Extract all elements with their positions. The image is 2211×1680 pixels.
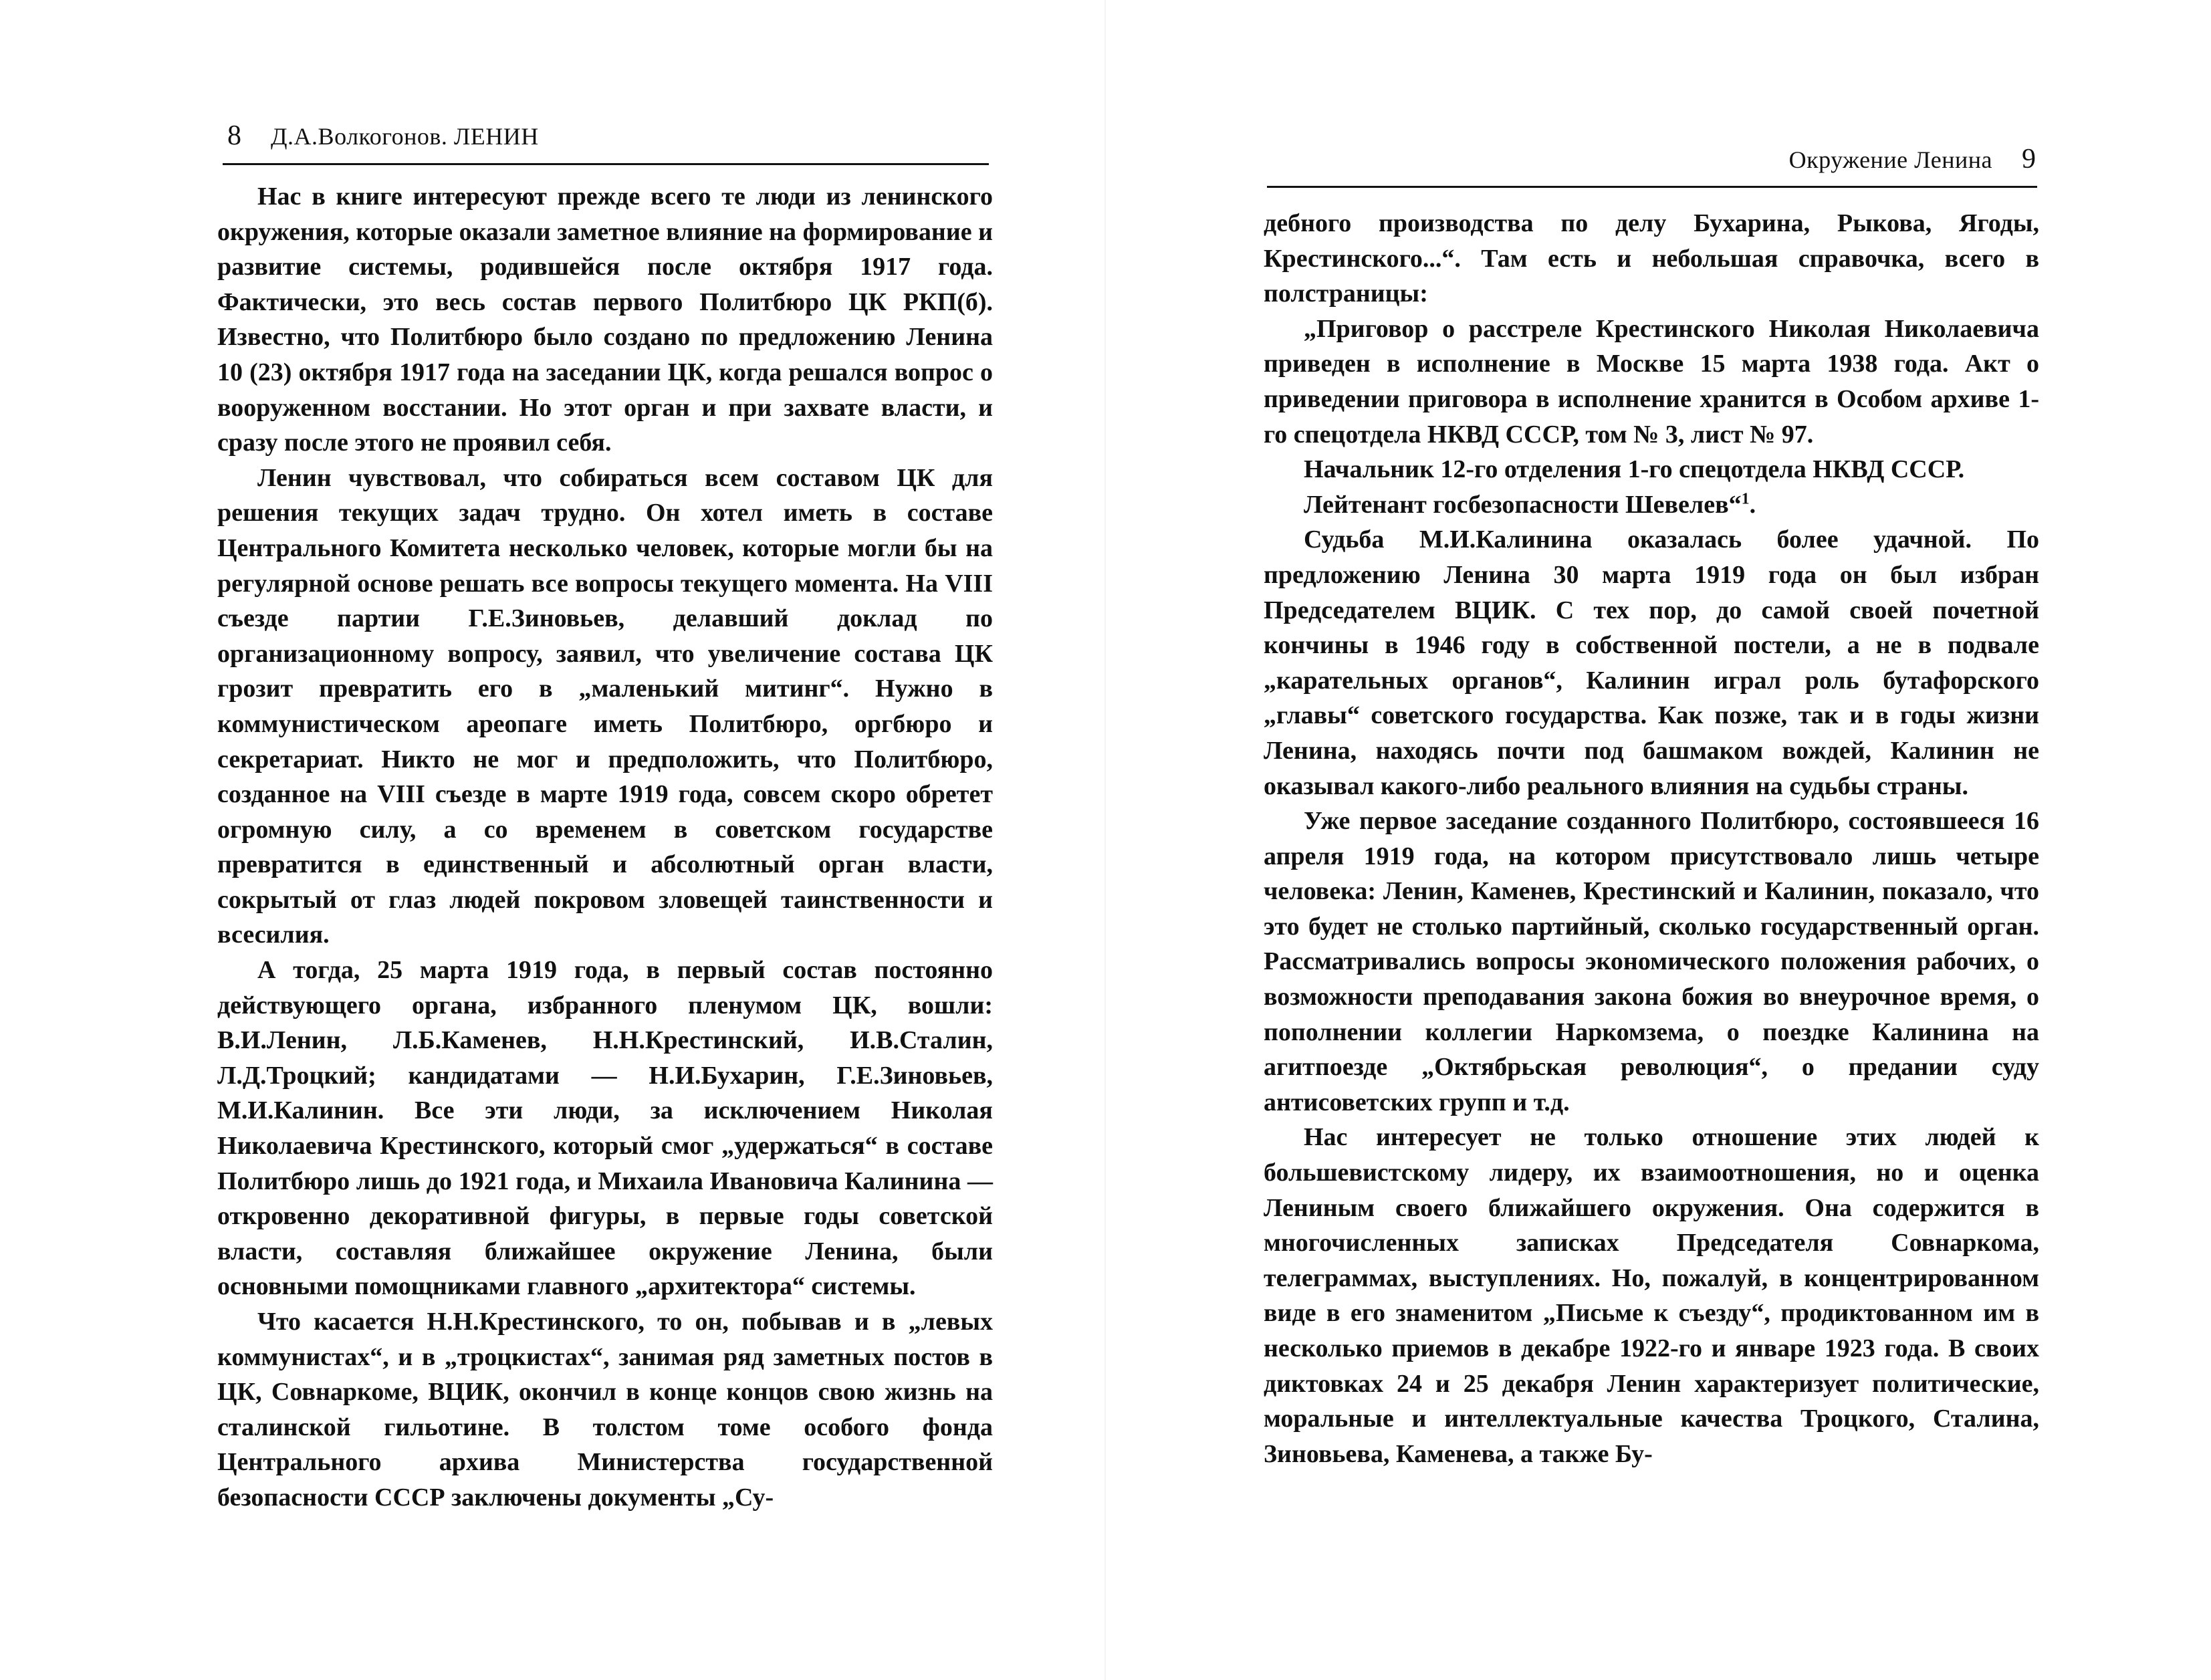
right-paragraph-assessment: Нас интересует не только отношение этих людей к большевистскому лидеру, их взаимоотношения, но и оценка Лениным своего ближайшего окружения. Она содержится в многочисленных записках Председателя Совнаркома, телеграммах, выступлениях. Но, пожалуй, в концентрированном виде в его знаменитом „Письме к съезду“, продиктованном им в несколько приемов в декабре 1922-го и январе 1923 года. В своих диктовках 24 и 25 декабря Ленин характеризует политические, моральные и интеллектуальные качества Троцкого, Сталина, Зиновьева, Каменева, а также Бу- bbox=[1264, 1123, 2039, 1468]
left-paragraph-2: Ленин чувствовал, что собираться всем составом ЦК для решения текущих задач трудно. Он хотел иметь в составе Центрального Комитета несколько человек, которые могли бы на регулярной основе решать все вопросы текущего момента. На VIII съезде партии Г.Е.Зиновьев, делавший доклад по организационному вопросу, заявил, что увеличение состава ЦК грозит превратить его в „маленький митинг“. Нужно в коммунистическом ареопаге иметь Политбюро, оргбюро и секретариат. Никто не мог и предположить, что Политбюро, созданное на VIII съезде в марте 1919 года, совсем скоро обретет огромную силу, а со временем в советском государстве превратится в единственный и абсолютный орган власти, сокрытый от глаз людей покровом зловещей таинственности и всесилия. bbox=[217, 463, 993, 949]
left-paragraph-4: Что касается Н.Н.Крестинского, то он, побывав и в „левых коммунистах“, и в „троцкистах“, занимая ряд заметных постов в ЦК, Совнаркоме, ВЦИК, окончил в конце концов свою жизнь на сталинской гильотине. В толстом томе особого фонда Центрального архива Министерства государственной безопасности СССР заключены документы „Су- bbox=[217, 1308, 993, 1512]
left-running-title: Д.А.Волкогонов. ЛЕНИН bbox=[271, 123, 539, 150]
right-quote-signature-name: Лейтенант госбезопасности Шевелев“$^1$. bbox=[1304, 490, 1756, 519]
right-quote-sentence: „Приговор о расстреле Крестинского Николая Николаевича приведен в исполнение в Москве 15 марта 1938 года. Акт о приведении приговора в исполнение хранится в Особом архиве 1-го спецотдела НКВД СССР, том № 3, лист № 97. bbox=[1264, 314, 2039, 449]
left-page-number: 8 bbox=[227, 120, 241, 151]
left-header-rule bbox=[223, 163, 989, 165]
left-running-head bbox=[227, 115, 539, 156]
right-quote-signature-text: Лейтенант госбезопасности Шевелев“ bbox=[1304, 490, 1742, 519]
footnote-reference: 1 bbox=[1741, 490, 1750, 508]
right-header-rule bbox=[1267, 186, 2037, 188]
left-paragraph-3: А тогда, 25 марта 1919 года, в первый состав постоянно действующего органа, избранного пленумом ЦК, вошли: В.И.Ленин, Л.Б.Каменев, Н.Н.Крестинский, И.В.Сталин, Л.Д.Троцкий; кандидатами — Н.И.Бухарин, Г.Е.Зиновьев, М.И.Калинин. Все эти люди, за исключением Николая Николаевича Крестинского, который смог „удержаться“ в составе Политбюро лишь до 1921 года, и Михаила Ивановича Калинина — откровенно декоративной фигуры, в первые годы советской власти, составляя ближайшее окружение Ленина, были основными помощниками главного „архитектора“ системы. bbox=[217, 956, 993, 1301]
right-running-head bbox=[1267, 138, 2036, 180]
right-body-text bbox=[1264, 206, 2039, 1471]
right-quote-signature-title: Начальник 12-го отделения 1-го спецотдела НКВД СССР. bbox=[1304, 455, 1965, 484]
right-running-title: Окружение Ленина bbox=[1788, 146, 1992, 173]
left-body-text bbox=[217, 179, 993, 1516]
left-page bbox=[0, 0, 1105, 1680]
right-paragraph-kalinin: Судьба М.И.Калинина оказалась более удачной. По предложению Ленина 30 марта 1919 года он был избран Председателем ВЦИК. С тех пор, до самой своей почетной кончины в 1946 году в собственной постели, а не в подвале „карательных органов“, Калинин играл роль бутафорского „главы“ советского государства. Как позже, так и в годы жизни Ленина, находясь почти под башмаком вождей, Калинин не оказывал какого-либо реального влияния на судьбы страны. bbox=[1264, 525, 2039, 800]
right-page-number: 9 bbox=[2022, 144, 2036, 174]
left-paragraph-1: Нас в книге интересуют прежде всего те люди из ленинского окружения, которые оказали заметное влияние на формирование и развитие системы, родившейся после октября 1917 года. Фактически, это весь состав первого Политбюро ЦК РКП(б). Известно, что Политбюро было создано по предложению Ленина 10 (23) октября 1917 года на заседании ЦК, когда решался вопрос о вооруженном восстании. Но этот орган и при захвате власти, и сразу после этого не проявил себя. bbox=[217, 183, 993, 457]
right-paragraph-first-session: Уже первое заседание созданного Политбюро, состоявшееся 16 апреля 1919 года, на котором присутствовало лишь четыре человека: Ленин, Каменев, Крестинский и Калинин, показало, что это будет не столько партийный, сколько государственный орган. Рассматривались вопросы экономического положения рабочих, о возможности преподавания закона божия во внеурочное время, о пополнении коллегии Наркомзема, о поездке Калинина на агитпоезде „Октябрьская революция“, о предании суду антисоветских групп и т.д. bbox=[1264, 807, 2039, 1116]
right-paragraph-1: дебного производства по делу Бухарина, Рыкова, Ягоды, Крестинского...“. Там есть и небольшая справочка, всего в полстраницы: bbox=[1264, 209, 2039, 308]
